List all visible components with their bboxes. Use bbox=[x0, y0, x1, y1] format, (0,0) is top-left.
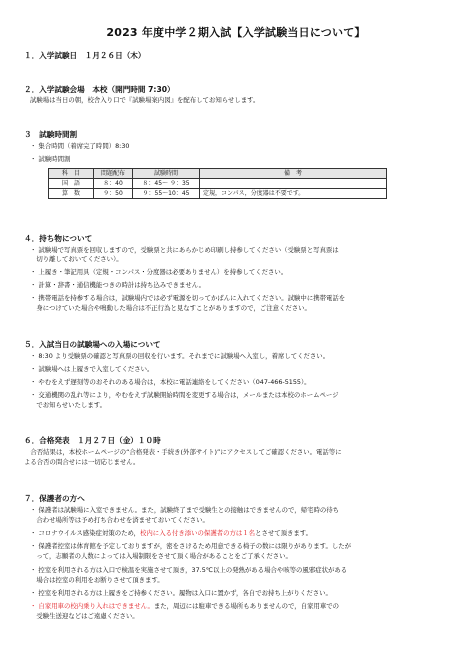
timetable-item: ・ 試験時間割 bbox=[30, 155, 71, 163]
text-run: とさせて頂きます。 bbox=[255, 529, 313, 537]
text-run: また，周辺には駐車できる場所もありませんので，自家用車での bbox=[153, 602, 340, 610]
table-header-exam-time: 試験時間 bbox=[133, 169, 200, 179]
section-6-heading: ６．合格発表 １月２７日（金）１０時 bbox=[24, 436, 161, 445]
table-header-notes: 備 考 bbox=[200, 169, 387, 179]
results-text-cont: よる合否の問合せには一切応じません。 bbox=[24, 458, 140, 466]
section-4-heading: ４．持ち物について bbox=[24, 234, 93, 243]
list-item: ・ 保護者控室は体育館を予定しておりますが，密をさけるため用意できる椅子の数には限りがあります。したが bbox=[30, 542, 352, 550]
list-item bbox=[30, 529, 312, 537]
highlight-text: 校内に入る付き添いの保護者の方は１名 bbox=[140, 529, 256, 537]
list-item-cont: 切り離しておいてください）。 bbox=[30, 255, 123, 263]
table-header-row bbox=[49, 169, 387, 179]
table-row bbox=[49, 189, 387, 199]
list-item: ・ 試験場で写真票を回収しますので，受験票と共にあらかじめ印刷し持参してください（受験票と写真票は bbox=[30, 246, 339, 254]
exam-timetable bbox=[48, 168, 387, 199]
table-cell: ８：40 bbox=[94, 179, 133, 189]
highlight-text: ・ 自家用車の校内乗り入れはできません。 bbox=[30, 602, 154, 610]
section-2-heading: ２．入学試験会場 本校（開門時間 7:30） bbox=[24, 85, 175, 94]
list-item: ・ 計算・辞書・通信機能つきの時計は持ち込みできません。 bbox=[30, 281, 205, 289]
table-header-distribution: 問題配布 bbox=[94, 169, 133, 179]
section-3-heading: ３ 試験時間割 bbox=[24, 130, 78, 139]
section-1-heading: １．入学試験日 １月２６日（木） bbox=[24, 51, 146, 60]
list-item: ・ 保護者は試験場に入室できません。また，試験終了まで受験生との接触はできませんので，帰宅時の待ち bbox=[30, 506, 340, 514]
table-cell: 定規，コンパス，分度器は不要です。 bbox=[200, 189, 387, 199]
list-item: ・ 上履き・筆記用具（定規・コンパス・分度器は必要ありません）を持参してください。 bbox=[30, 268, 288, 276]
table-header-subject: 科 目 bbox=[49, 169, 94, 179]
list-item: ・ 試験場へは上履きで入室してください。 bbox=[30, 365, 154, 373]
list-item bbox=[30, 602, 339, 610]
table-cell bbox=[200, 179, 387, 189]
table-row bbox=[49, 179, 387, 189]
table-cell: 国 語 bbox=[49, 179, 94, 189]
list-item-cont: 受験生送迎などはご遠慮ください。 bbox=[30, 612, 139, 620]
list-item: ・ やむをえず遅刻等のおそれのある場合は，本校に電話連絡をしてください（047-466-5155）。 bbox=[30, 378, 311, 386]
list-item-cont: でお知らせいたします。 bbox=[30, 401, 106, 409]
page-title: 2023 年度中学２期入試【入学試験当日について】 bbox=[106, 26, 366, 39]
gather-time-item: ・ 集合時間（着席完了時間）8:30 bbox=[30, 142, 130, 150]
list-item-cont: 場合は控室の利用をお断りさせて頂きます。 bbox=[30, 576, 164, 584]
results-text: 合否結果は，本校ホームページの“合格発表・手続き(外部サイト)”にアクセスしてご確認ください。電話等に bbox=[24, 448, 342, 456]
section-5-heading: ５．入試当日の試験場への入場について bbox=[24, 340, 161, 349]
list-item: ・ 控室を利用される方は入口で検温を実施させて頂き，37.5℃以上の発熱がある場合や咳等の風邪症状がある bbox=[30, 566, 348, 574]
table-cell: 算 数 bbox=[49, 189, 94, 199]
table-cell: ９：55～10：45 bbox=[133, 189, 200, 199]
section-7-heading: ７．保護者の方へ bbox=[24, 494, 85, 503]
text-run: ・ コロナウイルス感染症対策のため， bbox=[30, 529, 141, 537]
table-cell: ８：45～ ９：35 bbox=[133, 179, 200, 189]
list-item-cont: 合わせ場所等は予め打ち合わせを済ませておいてください。 bbox=[30, 516, 209, 524]
list-item: ・ 8:30 より受験票の確認と写真票の回収を行います。それまでに試験場へ入室し，着席してください。 bbox=[30, 352, 330, 360]
list-item: ・ 控室を利用される方は上履きをご持参ください。履物は入口に置かず，各自でお持ち上がりください。 bbox=[30, 589, 332, 597]
list-item: ・ 携帯電話を持参する場合は，試験場内では必ず電源を切ってかばんに入れてください。試験中に携帯電話を bbox=[30, 294, 346, 302]
table-cell: ９：50 bbox=[94, 189, 133, 199]
list-item-cont: って，志願者の人数によっては入場制限をさせて頂く場合があることをご了承ください。 bbox=[30, 552, 292, 560]
list-item-cont: 身につけていた場合や鳴動した場合は不正行為と見なすことがありますので，ご注意ください。 bbox=[30, 304, 311, 312]
list-item: ・ 交通機関の乱れ等により，やむをえず試験開始時間を変更する場合は，メールまたは本校のホームページ bbox=[30, 391, 339, 399]
section-2-text: 試験場は当日の朝，校舎入り口で『試験場案内図』を配布してお知らせします。 bbox=[30, 96, 260, 104]
